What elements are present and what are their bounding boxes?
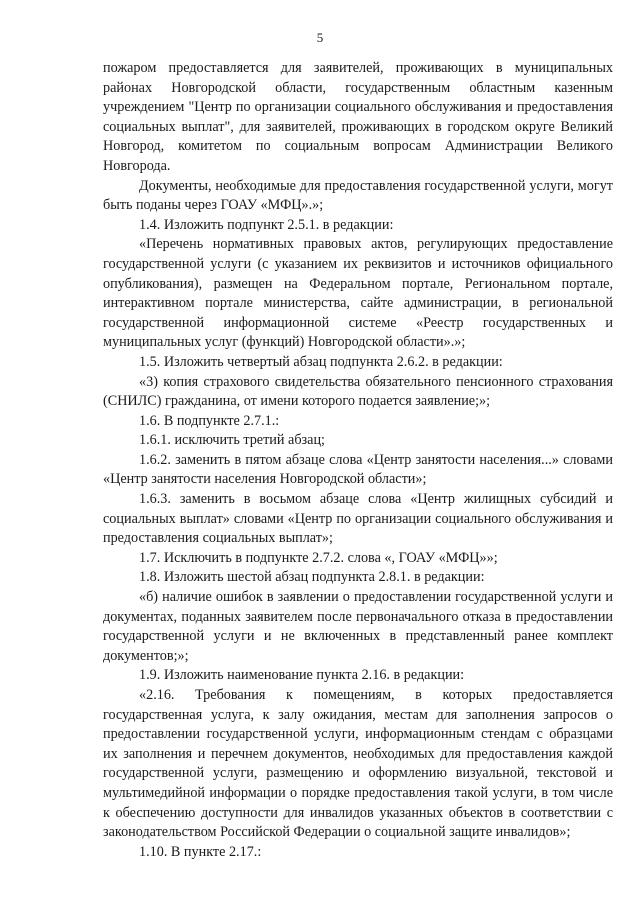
paragraph: 1.6.3. заменить в восьмом абзаце слова «Центр жилищных субсидий и социальных выплат» словами «Центр по организации социального обслуживания и предоставления социальных выплат»; [103, 491, 613, 547]
paragraph: 1.5. Изложить четвертый абзац подпункта 2.6.2. в редакции: [139, 353, 503, 370]
paragraph: 1.6.1. исключить третий абзац; [139, 432, 325, 449]
paragraph: 1.7. Исключить в подпункте 2.7.2. слова «, ГОАУ «МФЦ»»; [139, 549, 498, 566]
paragraph: 1.4. Изложить подпункт 2.5.1. в редакции: [139, 216, 394, 233]
paragraph: Документы, необходимые для предоставления государственной услуги, могут быть поданы через ГОАУ «МФЦ».»; [103, 177, 613, 214]
paragraph: пожаром предоставляется для заявителей, проживающих в муниципальных районах Новгородской области, государственным областным казенным учреждением "Центр по организации социального обслуживания и предоставления социальных выплат", для заявителей, проживающих в городском округе Великий Новгород, комитетом по социальным вопросам Администрации Великого Новгорода. [103, 60, 613, 174]
document-body [103, 59, 613, 862]
paragraph: 1.6. В подпункте 2.7.1.: [139, 412, 280, 429]
paragraph: «б) наличие ошибок в заявлении о предоставлении государственной услуги и документах, поданных заявителем после первоначального отказа в предоставлении государственной услуги и не включенных в представленный ранее комплект документов;»; [103, 589, 613, 664]
paragraph: 1.9. Изложить наименование пункта 2.16. в редакции: [139, 667, 465, 684]
paragraph: «Перечень нормативных правовых актов, регулирующих предоставление государственной услуги (с указанием их реквизитов и источников официального опубликования), размещен на Федеральном портале, Региональном портале, интерактивном портале министерства, сайте администрации, в региональной государственной информационной системе «Реестр государственных и муниципальных услуг (функций) Новгородской области».»; [103, 236, 613, 351]
page-number: 5 [316, 30, 324, 45]
paragraph: «3) копия страхового свидетельства обязательного пенсионного страхования (СНИЛС) гражданина, от имени которого подается заявление;»; [103, 373, 613, 410]
paragraph: 1.6.2. заменить в пятом абзаце слова «Центр занятости населения...» словами «Центр занятости населения Новгородской области»; [103, 451, 613, 488]
paragraph: «2.16. Требования к помещениям, в которых предоставляется государственная услуга, к залу ожидания, местам для заполнения запросов о предоставлении государственной услуги, информационным стендам с образцами их заполнения и перечнем документов, необходимых для предоставления каждой государственной услуги, размещению и оформлению визуальной, текстовой и мультимедийной информации о порядке предоставления такой услуги, в том числе к обеспечению доступности для инвалидов указанных объектов в соответствии с законодательством Российской Федерации о социальной защите инвалидов»; [103, 687, 613, 841]
paragraph: 1.10. В пункте 2.17.: [139, 843, 262, 860]
paragraph: 1.8. Изложить шестой абзац подпункта 2.8.1. в редакции: [139, 569, 485, 586]
